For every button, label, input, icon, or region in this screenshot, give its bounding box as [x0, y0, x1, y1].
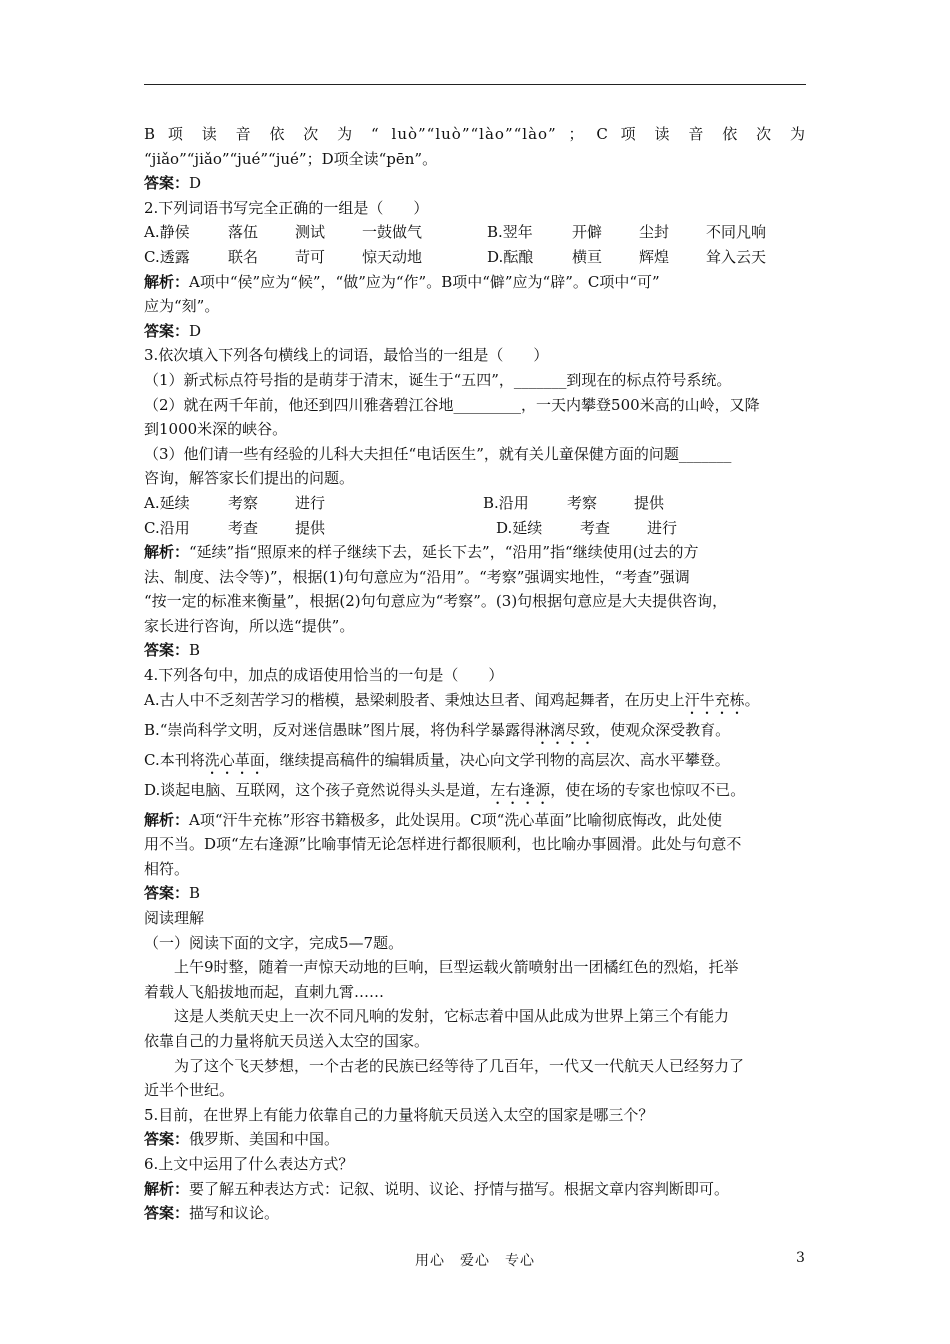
- option-text: ，使观众深受教育。: [595, 720, 731, 739]
- option-word: 考查: [228, 518, 259, 537]
- option-text: B.“崇尚科学文明，反对迷信愚昧”图片展，将伪科学暴露得: [144, 720, 536, 739]
- q4-analysis-line: 相符。: [144, 859, 190, 878]
- q1-analysis-line: B 项 读 音 依 次 为 “ luò”“luò”“lào”“lào” ； C 项 读 音 依 次 为: [144, 125, 806, 143]
- answer-label: 答案：: [144, 884, 190, 903]
- q4-option-b: [144, 718, 806, 748]
- q6-analysis: [144, 1177, 806, 1202]
- analysis-label: 解析：: [144, 810, 190, 829]
- q2-analysis-line: 应为“刻”。: [144, 297, 220, 316]
- q5-stem: 5.目前，在世界上有能力依靠自己的力量将航天员送入太空的国家是哪三个？: [144, 1105, 654, 1124]
- option-text: C.本刊将: [144, 750, 205, 769]
- option-word: 辉煌: [639, 247, 670, 266]
- option-word: 考察: [228, 493, 259, 512]
- q2-analysis: [144, 270, 806, 295]
- q2-options-row: [144, 220, 806, 245]
- option-word: 苛可: [295, 247, 326, 266]
- q2-answer: [144, 319, 806, 344]
- analysis-label: 解析：: [144, 1179, 190, 1198]
- option-word: 提供: [634, 493, 665, 512]
- q3-analysis-line: “按一定的标准来衡量”，根据(2)句句意应为“考察”。(3)句根据句意应是大夫提供咨询，: [144, 592, 728, 611]
- header-rule: [144, 84, 806, 85]
- option-word: 进行: [295, 493, 326, 512]
- option-word: A.静侯: [144, 223, 190, 242]
- q6-stem: 6.上文中运用了什么表达方式？: [144, 1154, 354, 1173]
- analysis-label: 解析：: [144, 272, 190, 291]
- q3-sentence-2: （2）就在两千年前，他还到四川雅砻碧江谷地_________，一天内攀登500米高的山岭，又降: [144, 395, 760, 414]
- answer-label: 答案：: [144, 174, 190, 193]
- dotted-idiom: 洗心革面: [204, 750, 265, 769]
- option-word: 测试: [295, 223, 326, 242]
- analysis-label: 解析：: [144, 543, 190, 562]
- option-word: 耸入云天: [706, 247, 767, 266]
- passage-paragraph: 为了这个飞天梦想，一个古老的民族已经等待了几百年，一代又一代航天人已经努力了: [174, 1056, 745, 1075]
- answer-label: 答案：: [144, 1204, 190, 1223]
- option-word: C.沿用: [144, 518, 190, 537]
- option-word: 考查: [580, 518, 611, 537]
- option-text: ，使在场的专家也惊叹不已。: [550, 780, 746, 799]
- option-word: 开僻: [572, 223, 603, 242]
- passage-paragraph-cont: 依靠自己的力量将航天员送入太空的国家。: [144, 1032, 430, 1050]
- option-word: C.透露: [144, 247, 190, 266]
- option-text: 。: [744, 690, 760, 709]
- analysis-text: A项中“侯”应为“候”，“做”应为“作”。B项中“僻”应为“辟”。C项中“可”: [189, 272, 660, 291]
- q5-answer: [144, 1127, 806, 1152]
- q6-answer: [144, 1201, 806, 1226]
- footer-motto: 用心 爱心 专心: [415, 1253, 535, 1269]
- option-word: 进行: [647, 518, 678, 537]
- analysis-text: 要了解五种表达方式：记叙、说明、议论、抒情与描写。根据文章内容判断即可。: [189, 1179, 730, 1198]
- q4-analysis-line: 用不当。D项“左右逢源”比喻事情无论怎样进行都很顺利，也比喻办事圆滑。此处与句意不: [144, 835, 742, 854]
- q4-analysis: [144, 808, 806, 833]
- answer-label: 答案：: [144, 321, 190, 340]
- q3-analysis: [144, 540, 806, 565]
- reading-heading: 阅读理解: [144, 909, 205, 928]
- analysis-text: A项“汗牛充栋”形容书籍极多，此处误用。C项“洗心革面”比喻彻底悔改，此处使: [189, 810, 723, 829]
- q3-sentence-3: （3）他们请一些有经验的儿科大夫担任“电话医生”，就有关儿童保健方面的问题_______: [144, 444, 732, 463]
- q4-option-d: [144, 778, 806, 808]
- answer-value: B: [189, 884, 201, 903]
- page-number: 3: [796, 1250, 805, 1266]
- option-word: 考察: [567, 493, 598, 512]
- q4-option-c: [144, 748, 806, 778]
- option-word: 落伍: [228, 223, 259, 242]
- q2-stem: 2.下列词语书写完全正确的一组是（ ）: [144, 198, 429, 217]
- answer-label: 答案：: [144, 641, 190, 660]
- option-word: 联名: [228, 247, 259, 266]
- dotted-idiom: 汗牛充栋: [684, 690, 745, 709]
- q4-stem: 4.下列各句中，加点的成语使用恰当的一句是（ ）: [144, 666, 504, 685]
- q4-answer: [144, 881, 806, 906]
- passage-paragraph-cont: 着载人飞船拔地而起，直刺九霄……: [144, 982, 385, 1001]
- option-word: B.沿用: [483, 493, 529, 512]
- q3-analysis-line: 法、制度、法令等)”，根据(1)句句意应为“沿用”。“考察”强调实地性，“考查”强调: [144, 567, 690, 586]
- page-content: [144, 122, 806, 1226]
- answer-value: D: [189, 174, 202, 193]
- option-text: D.谈起电脑、互联网，这个孩子竟然说得头头是道，: [144, 780, 491, 799]
- option-word: D.延续: [496, 518, 543, 537]
- q3-sentence-2-cont: 到1000米深的峡谷。: [144, 420, 288, 439]
- answer-value: D: [189, 321, 202, 340]
- q3-sentence-1: （1）新式标点符号指的是萌芽于清末，诞生于“五四”，_______到现在的标点符号系统。: [144, 370, 732, 389]
- option-text: A.古人中不乏刻苦学习的楷模，悬梁刺股者、秉烛达旦者、闻鸡起舞者，在历史上: [144, 690, 685, 709]
- q3-options-row: [144, 516, 806, 541]
- q3-answer: [144, 638, 806, 663]
- answer-value: 描写和议论。: [189, 1204, 280, 1223]
- option-word: D.酝酿: [487, 247, 534, 266]
- q1-answer: [144, 171, 806, 196]
- analysis-text: “延续”指“照原来的样子继续下去，延长下去”，“沿用”指“继续使用(过去的方: [189, 543, 699, 562]
- q3-stem: 3.依次填入下列各句横线上的词语，最恰当的一组是（ ）: [144, 346, 549, 365]
- q2-options-row: [144, 245, 806, 270]
- dotted-idiom: 左右逢源: [490, 780, 551, 799]
- answer-label: 答案：: [144, 1130, 190, 1149]
- passage-paragraph-cont: 近半个世纪。: [144, 1081, 235, 1100]
- option-word: 横亘: [572, 247, 603, 266]
- option-word: A.延续: [144, 493, 190, 512]
- dotted-idiom: 淋漓尽致: [535, 720, 596, 739]
- answer-value: B: [189, 641, 201, 660]
- option-word: 不同凡响: [706, 223, 767, 242]
- option-word: 惊天动地: [362, 247, 423, 266]
- q4-option-a: [144, 688, 806, 718]
- q3-options-row: [144, 491, 806, 516]
- q3-analysis-line: 家长进行咨询，所以选“提供”。: [144, 616, 355, 635]
- answer-value: 俄罗斯、美国和中国。: [189, 1130, 340, 1149]
- option-word: B.翌年: [487, 223, 533, 242]
- option-word: 提供: [295, 518, 326, 537]
- option-word: 一鼓做气: [362, 223, 423, 242]
- option-text: ，继续提高稿件的编辑质量，决心向文学刊物的高层次、高水平攀登。: [264, 750, 730, 769]
- reading-section-title: （一）阅读下面的文字，完成5—7题。: [144, 933, 404, 952]
- passage-paragraph: 上午9时整，随着一声惊天动地的巨响，巨型运载火箭喷射出一团橘红色的烈焰，托举: [174, 958, 739, 977]
- q3-sentence-3-cont: 咨询，解答家长们提出的问题。: [144, 469, 355, 488]
- passage-paragraph: 这是人类航天史上一次不同凡响的发射，它标志着中国从此成为世界上第三个有能力: [174, 1007, 730, 1026]
- q1-analysis-line: “jiǎo”“jiǎo”“jué”“jué”；D项全读“pēn”。: [144, 149, 438, 168]
- option-word: 尘封: [639, 223, 670, 242]
